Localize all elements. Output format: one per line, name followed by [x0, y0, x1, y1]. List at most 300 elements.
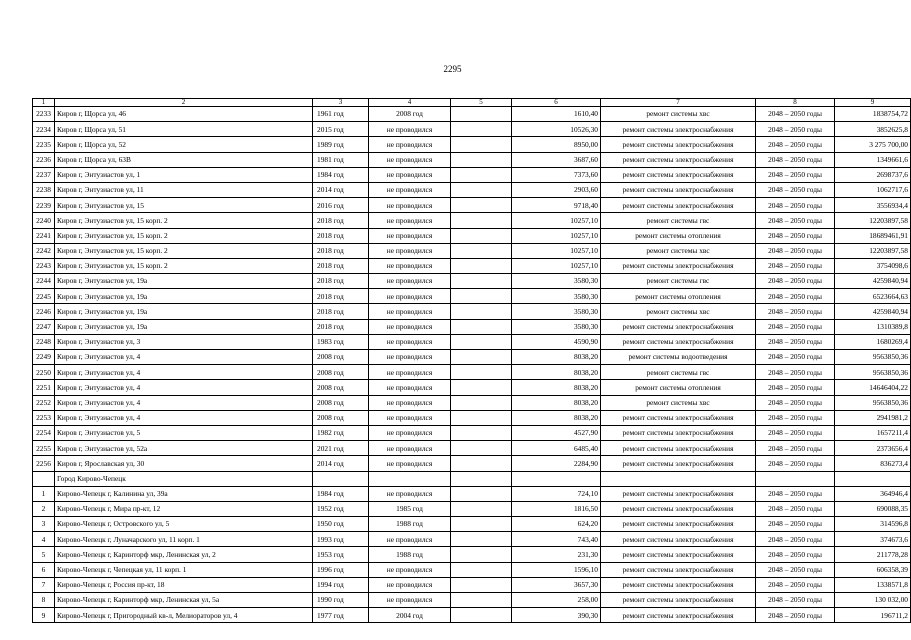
table-row: [33, 152, 911, 167]
build-year-cell: 2015 год: [313, 122, 369, 137]
column5-cell: [451, 289, 512, 304]
area-cell: 8950,00: [512, 137, 601, 152]
row-number: 2253: [33, 410, 55, 425]
table-row: [33, 258, 911, 273]
table-row: [33, 365, 911, 380]
table-row: [33, 486, 911, 501]
address-cell: Кирово-Чепецк г, Мира пр-кт, 12: [55, 501, 313, 516]
area-cell: 3687,60: [512, 152, 601, 167]
address-cell: Киров г, Энтузиастов ул, 15 корп. 2: [55, 213, 313, 228]
column5-cell: [451, 577, 512, 592]
work-type-cell: ремонт системы электроснабжения: [601, 547, 756, 562]
cost-cell: 1338571,8: [835, 577, 911, 592]
row-number: 2246: [33, 304, 55, 319]
cost-cell: 2373656,4: [835, 441, 911, 456]
area-cell: 231,30: [512, 547, 601, 562]
period-cell: 2048 – 2050 годы: [756, 304, 835, 319]
column5-cell: [451, 486, 512, 501]
column5-cell: [451, 456, 512, 471]
area-cell: 8038,20: [512, 365, 601, 380]
build-year-cell: 2018 год: [313, 289, 369, 304]
work-type-cell: ремонт системы электроснабжения: [601, 593, 756, 608]
period-cell: 2048 – 2050 годы: [756, 501, 835, 516]
last-repair-cell: не проводился: [369, 562, 451, 577]
row-number: 5: [33, 547, 55, 562]
area-cell: 10526,30: [512, 122, 601, 137]
last-repair-cell: 1988 год: [369, 517, 451, 532]
table-row: [33, 198, 911, 213]
period-cell: 2048 – 2050 годы: [756, 274, 835, 289]
work-type-cell: ремонт системы электроснабжения: [601, 182, 756, 197]
address-cell: Киров г, Энтузиастов ул, 52а: [55, 441, 313, 456]
column5-cell: [451, 167, 512, 182]
period-cell: 2048 – 2050 годы: [756, 107, 835, 122]
work-type-cell: ремонт системы гвс: [601, 365, 756, 380]
table-row: [33, 608, 911, 623]
area-cell: 7373,60: [512, 167, 601, 182]
period-cell: 2048 – 2050 годы: [756, 547, 835, 562]
last-repair-cell: не проводился: [369, 334, 451, 349]
table-row: [33, 593, 911, 608]
area-cell: 10257,10: [512, 258, 601, 273]
column5-cell: [451, 107, 512, 122]
cost-cell: 2941981,2: [835, 410, 911, 425]
work-type-cell: ремонт системы электроснабжения: [601, 562, 756, 577]
work-type-cell: ремонт системы хвс: [601, 107, 756, 122]
work-type-cell: ремонт системы электроснабжения: [601, 456, 756, 471]
section-empty-cell: [756, 471, 835, 486]
period-cell: 2048 – 2050 годы: [756, 289, 835, 304]
section-empty-cell: [33, 471, 55, 486]
last-repair-cell: не проводился: [369, 350, 451, 365]
row-number: 2233: [33, 107, 55, 122]
column5-cell: [451, 350, 512, 365]
work-type-cell: ремонт системы электроснабжения: [601, 532, 756, 547]
address-cell: Кирово-Чепецк г, Луначарского ул, 11 корп. 1: [55, 532, 313, 547]
address-cell: Кирово-Чепецк г, Островского ул, 5: [55, 517, 313, 532]
last-repair-cell: не проводился: [369, 122, 451, 137]
period-cell: 2048 – 2050 годы: [756, 319, 835, 334]
last-repair-cell: не проводился: [369, 593, 451, 608]
address-cell: Киров г, Энтузиастов ул, 4: [55, 395, 313, 410]
column5-cell: [451, 562, 512, 577]
build-year-cell: 1953 год: [313, 547, 369, 562]
row-number: 2238: [33, 182, 55, 197]
area-cell: 6485,40: [512, 441, 601, 456]
column5-cell: [451, 319, 512, 334]
column-header-7: 7: [601, 99, 756, 107]
build-year-cell: 1990 год: [313, 593, 369, 608]
area-cell: 1816,50: [512, 501, 601, 516]
build-year-cell: 2018 год: [313, 228, 369, 243]
last-repair-cell: не проводился: [369, 304, 451, 319]
section-empty-cell: [451, 471, 512, 486]
work-type-cell: ремонт системы электроснабжения: [601, 577, 756, 592]
last-repair-cell: не проводился: [369, 532, 451, 547]
address-cell: Киров г, Энтузиастов ул, 15 корп. 2: [55, 243, 313, 258]
registry-table: [32, 98, 911, 623]
table-row: [33, 425, 911, 440]
period-cell: 2048 – 2050 годы: [756, 593, 835, 608]
table-row: [33, 243, 911, 258]
row-number: 7: [33, 577, 55, 592]
address-cell: Киров г, Щорса ул, 51: [55, 122, 313, 137]
column-header-3: 3: [313, 99, 369, 107]
table-row: [33, 274, 911, 289]
row-number: 2239: [33, 198, 55, 213]
work-type-cell: ремонт системы отопления: [601, 380, 756, 395]
column-header-5: 5: [451, 99, 512, 107]
work-type-cell: ремонт системы электроснабжения: [601, 608, 756, 623]
table-row: [33, 182, 911, 197]
table-row: [33, 410, 911, 425]
work-type-cell: ремонт системы отопления: [601, 228, 756, 243]
area-cell: 3580,30: [512, 304, 601, 319]
period-cell: 2048 – 2050 годы: [756, 395, 835, 410]
column-header-4: 4: [369, 99, 451, 107]
period-cell: 2048 – 2050 годы: [756, 380, 835, 395]
table-row: [33, 167, 911, 182]
period-cell: 2048 – 2050 годы: [756, 456, 835, 471]
address-cell: Киров г, Энтузиастов ул, 19а: [55, 289, 313, 304]
row-number: 2237: [33, 167, 55, 182]
section-empty-cell: [601, 471, 756, 486]
column5-cell: [451, 137, 512, 152]
work-type-cell: ремонт системы электроснабжения: [601, 198, 756, 213]
period-cell: 2048 – 2050 годы: [756, 182, 835, 197]
cost-cell: 1310389,8: [835, 319, 911, 334]
cost-cell: 3852625,8: [835, 122, 911, 137]
cost-cell: 836273,4: [835, 456, 911, 471]
area-cell: 3580,30: [512, 289, 601, 304]
column5-cell: [451, 258, 512, 273]
area-cell: 10257,10: [512, 228, 601, 243]
build-year-cell: 2008 год: [313, 350, 369, 365]
period-cell: 2048 – 2050 годы: [756, 228, 835, 243]
section-title: Город Кирово-Чепецк: [55, 471, 313, 486]
area-cell: 3657,30: [512, 577, 601, 592]
address-cell: Киров г, Энтузиастов ул, 5: [55, 425, 313, 440]
address-cell: Киров г, Щорса ул, 63В: [55, 152, 313, 167]
build-year-cell: 2018 год: [313, 304, 369, 319]
row-number: 3: [33, 517, 55, 532]
cost-cell: 314596,8: [835, 517, 911, 532]
address-cell: Киров г, Энтузиастов ул, 15 корп. 2: [55, 258, 313, 273]
row-number: 2236: [33, 152, 55, 167]
last-repair-cell: не проводился: [369, 319, 451, 334]
cost-cell: 1062717,6: [835, 182, 911, 197]
address-cell: Киров г, Энтузиастов ул, 11: [55, 182, 313, 197]
column-header-6: 6: [512, 99, 601, 107]
row-number: 1: [33, 486, 55, 501]
address-cell: Кирово-Чепецк г, Калинина ул, 39а: [55, 486, 313, 501]
cost-cell: 9563850,36: [835, 350, 911, 365]
cost-cell: 4259840,94: [835, 274, 911, 289]
build-year-cell: 2014 год: [313, 182, 369, 197]
build-year-cell: 2014 год: [313, 456, 369, 471]
address-cell: Кирово-Чепецк г, Чепецкая ул, 11 корп. 1: [55, 562, 313, 577]
build-year-cell: 1952 год: [313, 501, 369, 516]
build-year-cell: 2018 год: [313, 319, 369, 334]
cost-cell: 12203897,58: [835, 213, 911, 228]
cost-cell: 690088,35: [835, 501, 911, 516]
column5-cell: [451, 501, 512, 516]
address-cell: Кирово-Чепецк г, Пригородный кв-л, Мелиораторов ул, 4: [55, 608, 313, 623]
area-cell: 8038,20: [512, 380, 601, 395]
build-year-cell: 2016 год: [313, 198, 369, 213]
last-repair-cell: не проводился: [369, 395, 451, 410]
build-year-cell: 1994 год: [313, 577, 369, 592]
build-year-cell: 1983 год: [313, 334, 369, 349]
cost-cell: 364946,4: [835, 486, 911, 501]
table-row: [33, 456, 911, 471]
period-cell: 2048 – 2050 годы: [756, 152, 835, 167]
address-cell: Киров г, Энтузиастов ул, 19а: [55, 274, 313, 289]
area-cell: 1610,40: [512, 107, 601, 122]
last-repair-cell: не проводился: [369, 228, 451, 243]
table-row: [33, 517, 911, 532]
column5-cell: [451, 547, 512, 562]
column5-cell: [451, 274, 512, 289]
last-repair-cell: не проводился: [369, 425, 451, 440]
area-cell: 9718,40: [512, 198, 601, 213]
period-cell: 2048 – 2050 годы: [756, 334, 835, 349]
cost-cell: 3556934,4: [835, 198, 911, 213]
row-number: 2249: [33, 350, 55, 365]
period-cell: 2048 – 2050 годы: [756, 577, 835, 592]
table-row: [33, 562, 911, 577]
table-row: [33, 304, 911, 319]
work-type-cell: ремонт системы электроснабжения: [601, 319, 756, 334]
column-header-8: 8: [756, 99, 835, 107]
column5-cell: [451, 425, 512, 440]
table-row: [33, 532, 911, 547]
area-cell: 390,30: [512, 608, 601, 623]
column5-cell: [451, 532, 512, 547]
period-cell: 2048 – 2050 годы: [756, 608, 835, 623]
area-cell: 8038,20: [512, 350, 601, 365]
cost-cell: 6523664,63: [835, 289, 911, 304]
row-number: 9: [33, 608, 55, 623]
table-row: [33, 334, 911, 349]
table-row: [33, 319, 911, 334]
period-cell: 2048 – 2050 годы: [756, 167, 835, 182]
last-repair-cell: не проводился: [369, 577, 451, 592]
address-cell: Киров г, Энтузиастов ул, 4: [55, 350, 313, 365]
build-year-cell: 1981 год: [313, 152, 369, 167]
area-cell: 3580,30: [512, 274, 601, 289]
build-year-cell: 2008 год: [313, 380, 369, 395]
last-repair-cell: не проводился: [369, 243, 451, 258]
work-type-cell: ремонт системы электроснабжения: [601, 486, 756, 501]
last-repair-cell: не проводился: [369, 441, 451, 456]
row-number: 2252: [33, 395, 55, 410]
area-cell: 724,10: [512, 486, 601, 501]
last-repair-cell: не проводился: [369, 456, 451, 471]
work-type-cell: ремонт системы хвс: [601, 243, 756, 258]
section-empty-cell: [512, 471, 601, 486]
period-cell: 2048 – 2050 годы: [756, 350, 835, 365]
table-row: [33, 501, 911, 516]
column-number-header: [33, 99, 911, 107]
address-cell: Киров г, Ярославская ул, 30: [55, 456, 313, 471]
row-number: 8: [33, 593, 55, 608]
address-cell: Киров г, Щорса ул, 46: [55, 107, 313, 122]
table-row: [33, 289, 911, 304]
period-cell: 2048 – 2050 годы: [756, 137, 835, 152]
cost-cell: 606358,39: [835, 562, 911, 577]
build-year-cell: 1961 год: [313, 107, 369, 122]
last-repair-cell: не проводился: [369, 182, 451, 197]
address-cell: Киров г, Щорса ул, 52: [55, 137, 313, 152]
address-cell: Киров г, Энтузиастов ул, 19а: [55, 319, 313, 334]
work-type-cell: ремонт системы электроснабжения: [601, 425, 756, 440]
build-year-cell: 1996 год: [313, 562, 369, 577]
build-year-cell: 1993 год: [313, 532, 369, 547]
area-cell: 743,40: [512, 532, 601, 547]
table-row: [33, 107, 911, 122]
work-type-cell: ремонт системы электроснабжения: [601, 258, 756, 273]
address-cell: Киров г, Энтузиастов ул, 19а: [55, 304, 313, 319]
address-cell: Киров г, Энтузиастов ул, 4: [55, 380, 313, 395]
last-repair-cell: не проводился: [369, 486, 451, 501]
table-row: [33, 122, 911, 137]
build-year-cell: 2008 год: [313, 395, 369, 410]
last-repair-cell: 1988 год: [369, 547, 451, 562]
table-row: [33, 380, 911, 395]
work-type-cell: ремонт системы электроснабжения: [601, 152, 756, 167]
last-repair-cell: не проводился: [369, 167, 451, 182]
build-year-cell: 1950 год: [313, 517, 369, 532]
column5-cell: [451, 243, 512, 258]
last-repair-cell: не проводился: [369, 410, 451, 425]
column5-cell: [451, 410, 512, 425]
cost-cell: 130 032,00: [835, 593, 911, 608]
build-year-cell: 1984 год: [313, 486, 369, 501]
work-type-cell: ремонт системы водоотведения: [601, 350, 756, 365]
work-type-cell: ремонт системы электроснабжения: [601, 137, 756, 152]
cost-cell: 2698737,6: [835, 167, 911, 182]
column-header-1: 1: [33, 99, 55, 107]
registry-table-body: [33, 99, 911, 623]
column5-cell: [451, 334, 512, 349]
period-cell: 2048 – 2050 годы: [756, 198, 835, 213]
column-header-2: 2: [55, 99, 313, 107]
last-repair-cell: не проводился: [369, 274, 451, 289]
work-type-cell: ремонт системы электроснабжения: [601, 441, 756, 456]
table-row: [33, 441, 911, 456]
last-repair-cell: 1985 год: [369, 501, 451, 516]
build-year-cell: 2018 год: [313, 243, 369, 258]
table-row: [33, 350, 911, 365]
column5-cell: [451, 608, 512, 623]
row-number: 2243: [33, 258, 55, 273]
area-cell: 4527,90: [512, 425, 601, 440]
area-cell: 1596,10: [512, 562, 601, 577]
period-cell: 2048 – 2050 годы: [756, 532, 835, 547]
area-cell: 10257,10: [512, 213, 601, 228]
section-empty-cell: [835, 471, 911, 486]
address-cell: Киров г, Энтузиастов ул, 1: [55, 167, 313, 182]
last-repair-cell: не проводился: [369, 258, 451, 273]
address-cell: Киров г, Энтузиастов ул, 15: [55, 198, 313, 213]
cost-cell: 1657211,4: [835, 425, 911, 440]
row-number: 2234: [33, 122, 55, 137]
build-year-cell: 1989 год: [313, 137, 369, 152]
cost-cell: 211778,28: [835, 547, 911, 562]
row-number: 2247: [33, 319, 55, 334]
column5-cell: [451, 365, 512, 380]
area-cell: 2284,90: [512, 456, 601, 471]
table-row: [33, 228, 911, 243]
cost-cell: 1838754,72: [835, 107, 911, 122]
row-number: 2251: [33, 380, 55, 395]
column5-cell: [451, 593, 512, 608]
last-repair-cell: 2008 год: [369, 107, 451, 122]
work-type-cell: ремонт системы гвс: [601, 213, 756, 228]
column5-cell: [451, 517, 512, 532]
cost-cell: 3754098,6: [835, 258, 911, 273]
cost-cell: 1680269,4: [835, 334, 911, 349]
period-cell: 2048 – 2050 годы: [756, 425, 835, 440]
cost-cell: 196711,2: [835, 608, 911, 623]
section-empty-cell: [369, 471, 451, 486]
period-cell: 2048 – 2050 годы: [756, 441, 835, 456]
column5-cell: [451, 380, 512, 395]
period-cell: 2048 – 2050 годы: [756, 213, 835, 228]
table-row: [33, 395, 911, 410]
period-cell: 2048 – 2050 годы: [756, 410, 835, 425]
table-row: [33, 577, 911, 592]
row-number: 2255: [33, 441, 55, 456]
row-number: 2: [33, 501, 55, 516]
cost-cell: 9563850,36: [835, 395, 911, 410]
address-cell: Кирово-Чепецк г, Россия пр-кт, 18: [55, 577, 313, 592]
cost-cell: 9563850,36: [835, 365, 911, 380]
area-cell: 3580,30: [512, 319, 601, 334]
work-type-cell: ремонт системы отопления: [601, 289, 756, 304]
build-year-cell: 2018 год: [313, 258, 369, 273]
row-number: 2240: [33, 213, 55, 228]
work-type-cell: ремонт системы электроснабжения: [601, 501, 756, 516]
address-cell: Кирово-Чепецк г, Каринторф мкр, Ленинская ул, 5а: [55, 593, 313, 608]
last-repair-cell: не проводился: [369, 137, 451, 152]
column5-cell: [451, 122, 512, 137]
work-type-cell: ремонт системы электроснабжения: [601, 410, 756, 425]
work-type-cell: ремонт системы электроснабжения: [601, 167, 756, 182]
build-year-cell: 2018 год: [313, 274, 369, 289]
address-cell: Киров г, Энтузиастов ул, 15 корп. 2: [55, 228, 313, 243]
row-number: 2256: [33, 456, 55, 471]
last-repair-cell: не проводился: [369, 198, 451, 213]
cost-cell: 14646404,22: [835, 380, 911, 395]
column5-cell: [451, 213, 512, 228]
last-repair-cell: не проводился: [369, 365, 451, 380]
build-year-cell: 2008 год: [313, 365, 369, 380]
work-type-cell: ремонт системы электроснабжения: [601, 122, 756, 137]
build-year-cell: 1984 год: [313, 167, 369, 182]
build-year-cell: 1982 год: [313, 425, 369, 440]
build-year-cell: 2021 год: [313, 441, 369, 456]
last-repair-cell: не проводился: [369, 213, 451, 228]
work-type-cell: ремонт системы гвс: [601, 274, 756, 289]
row-number: 6: [33, 562, 55, 577]
period-cell: 2048 – 2050 годы: [756, 517, 835, 532]
area-cell: 8038,20: [512, 410, 601, 425]
area-cell: 624,20: [512, 517, 601, 532]
row-number: 2244: [33, 274, 55, 289]
period-cell: 2048 – 2050 годы: [756, 122, 835, 137]
